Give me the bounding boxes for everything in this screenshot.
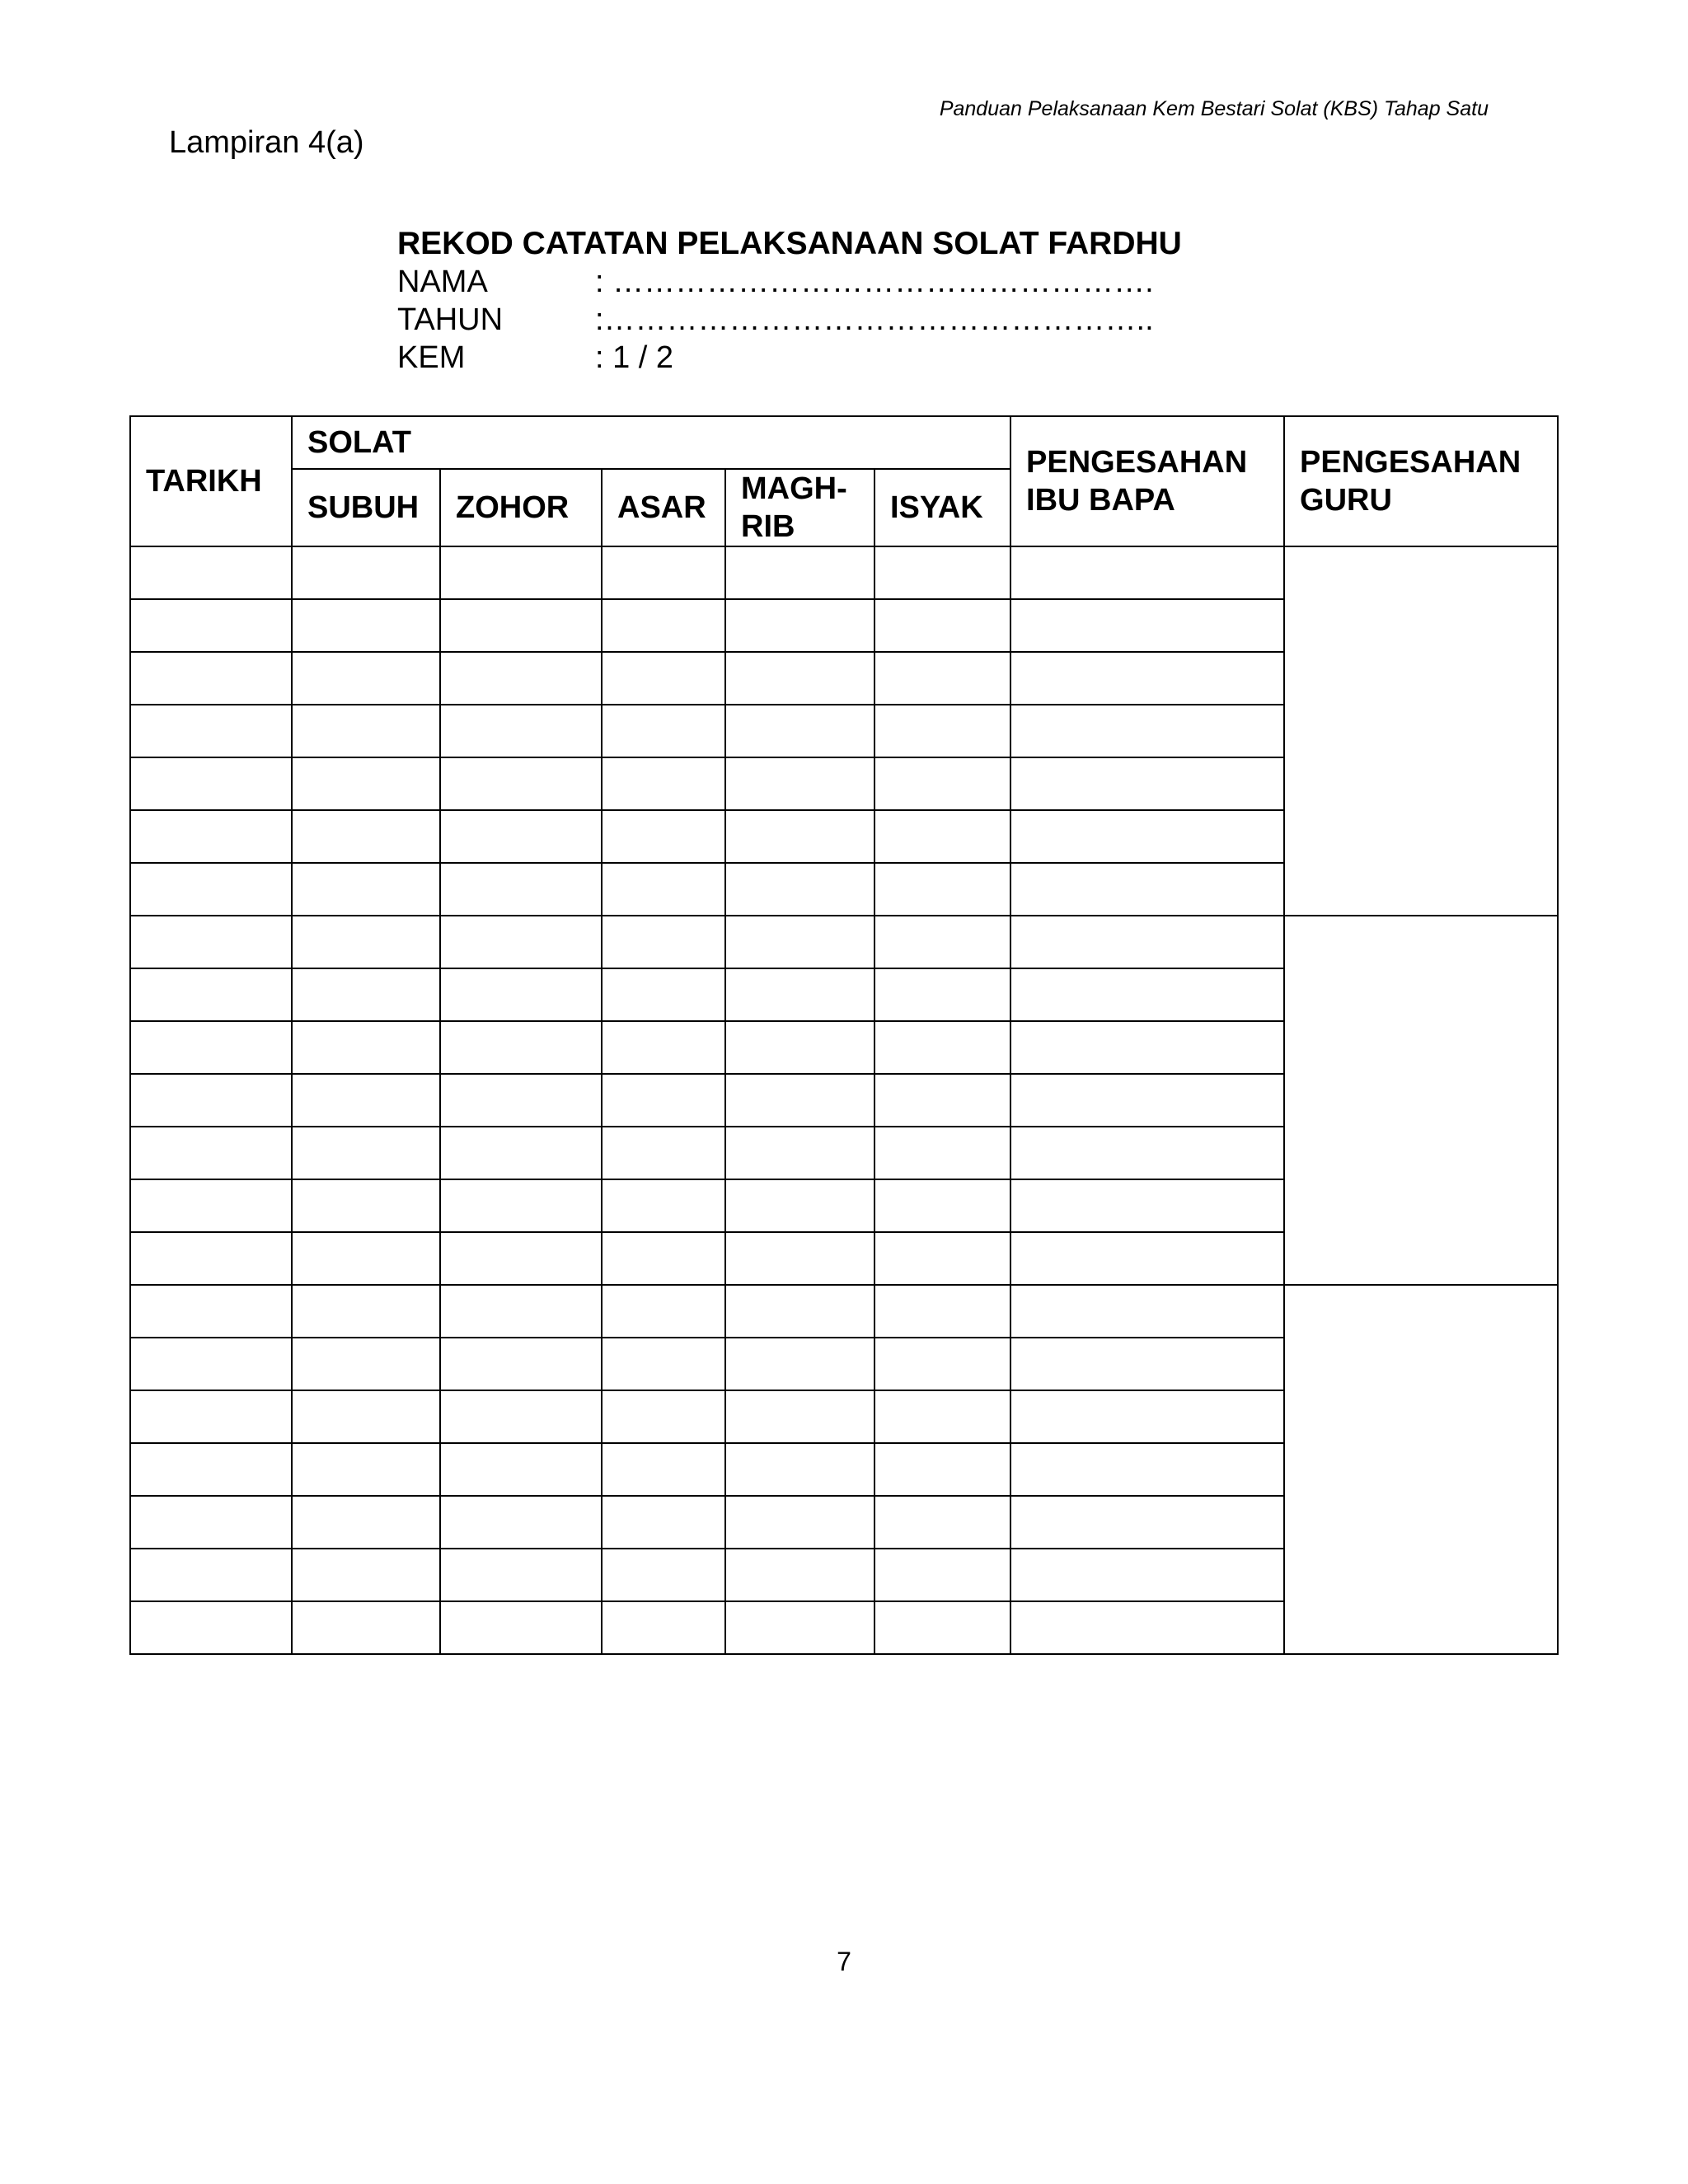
header-line: PENGESAHAN	[1026, 445, 1248, 480]
cell-subuh	[292, 1496, 440, 1549]
cell-pengesahan-ibu-bapa	[1010, 546, 1284, 599]
cell-subuh	[292, 757, 440, 810]
cell-pengesahan-ibu-bapa	[1010, 757, 1284, 810]
cell-subuh	[292, 968, 440, 1021]
cell-asar	[602, 599, 725, 652]
cell-tarikh	[130, 916, 292, 968]
field-label: KEM	[397, 340, 466, 375]
cell-asar	[602, 968, 725, 1021]
field-value: :……………………………………………..	[595, 302, 1154, 337]
cell-pengesahan-ibu-bapa	[1010, 1549, 1284, 1601]
cell-subuh	[292, 1390, 440, 1443]
cell-asar	[602, 916, 725, 968]
cell-zohor	[440, 916, 602, 968]
cell-maghrib	[725, 810, 874, 863]
header-line: IBU BAPA	[1026, 483, 1175, 518]
cell-pengesahan-ibu-bapa	[1010, 916, 1284, 968]
header-tarikh: TARIKH	[130, 416, 292, 546]
cell-zohor	[440, 1179, 602, 1232]
cell-maghrib	[725, 916, 874, 968]
cell-tarikh	[130, 1074, 292, 1127]
cell-subuh	[292, 1443, 440, 1496]
cell-zohor	[440, 1074, 602, 1127]
cell-pengesahan-ibu-bapa	[1010, 1390, 1284, 1443]
cell-subuh	[292, 1338, 440, 1390]
header-zohor: ZOHOR	[440, 469, 602, 546]
form-block	[397, 224, 1304, 377]
field-nama	[397, 263, 1304, 301]
cell-tarikh	[130, 1390, 292, 1443]
cell-maghrib	[725, 1179, 874, 1232]
cell-isyak	[874, 1549, 1010, 1601]
cell-maghrib	[725, 757, 874, 810]
cell-isyak	[874, 1021, 1010, 1074]
cell-maghrib	[725, 1390, 874, 1443]
cell-isyak	[874, 652, 1010, 705]
cell-asar	[602, 863, 725, 916]
cell-zohor	[440, 1232, 602, 1285]
header-subuh: SUBUH	[292, 469, 440, 546]
field-tahun	[397, 301, 1304, 339]
cell-subuh	[292, 810, 440, 863]
cell-pengesahan-ibu-bapa	[1010, 1179, 1284, 1232]
cell-subuh	[292, 916, 440, 968]
cell-subuh	[292, 652, 440, 705]
cell-tarikh	[130, 1285, 292, 1338]
header-maghrib	[725, 469, 874, 546]
cell-subuh	[292, 1179, 440, 1232]
cell-maghrib	[725, 968, 874, 1021]
cell-zohor	[440, 652, 602, 705]
header-line: MAGH-	[741, 471, 847, 506]
cell-pengesahan-guru	[1284, 1285, 1558, 1654]
cell-subuh	[292, 1601, 440, 1654]
cell-pengesahan-ibu-bapa	[1010, 1232, 1284, 1285]
cell-maghrib	[725, 1232, 874, 1285]
cell-pengesahan-ibu-bapa	[1010, 1285, 1284, 1338]
cell-subuh	[292, 1074, 440, 1127]
cell-maghrib	[725, 863, 874, 916]
header-line: GURU	[1300, 483, 1392, 518]
cell-asar	[602, 1390, 725, 1443]
cell-pengesahan-ibu-bapa	[1010, 1601, 1284, 1654]
page-number: 7	[837, 1947, 851, 1976]
cell-isyak	[874, 1443, 1010, 1496]
cell-tarikh	[130, 757, 292, 810]
cell-zohor	[440, 599, 602, 652]
cell-tarikh	[130, 1549, 292, 1601]
cell-subuh	[292, 1232, 440, 1285]
cell-zohor	[440, 1549, 602, 1601]
cell-zohor	[440, 546, 602, 599]
cell-asar	[602, 1549, 725, 1601]
table-row	[130, 1285, 1558, 1338]
cell-tarikh	[130, 1443, 292, 1496]
cell-asar	[602, 1285, 725, 1338]
field-value: : …………………………………………….	[595, 265, 1154, 299]
cell-asar	[602, 757, 725, 810]
cell-isyak	[874, 1232, 1010, 1285]
cell-asar	[602, 1127, 725, 1179]
cell-maghrib	[725, 1496, 874, 1549]
cell-isyak	[874, 1285, 1010, 1338]
cell-tarikh	[130, 1496, 292, 1549]
table-row	[130, 916, 1558, 968]
cell-subuh	[292, 1549, 440, 1601]
cell-subuh	[292, 599, 440, 652]
cell-tarikh	[130, 1127, 292, 1179]
cell-maghrib	[725, 1074, 874, 1127]
cell-tarikh	[130, 652, 292, 705]
record-body	[130, 546, 1558, 1654]
cell-tarikh	[130, 863, 292, 916]
field-value: : 1 / 2	[595, 340, 674, 375]
cell-zohor	[440, 1443, 602, 1496]
cell-pengesahan-guru	[1284, 916, 1558, 1285]
cell-isyak	[874, 1074, 1010, 1127]
cell-isyak	[874, 1601, 1010, 1654]
cell-pengesahan-ibu-bapa	[1010, 1127, 1284, 1179]
cell-zohor	[440, 1496, 602, 1549]
header-line: PENGESAHAN	[1300, 445, 1522, 480]
cell-maghrib	[725, 546, 874, 599]
running-header: Panduan Pelaksanaan Kem Bestari Solat (KBS) Tahap Satu	[939, 97, 1489, 120]
cell-zohor	[440, 1601, 602, 1654]
cell-tarikh	[130, 968, 292, 1021]
field-label: NAMA	[397, 265, 488, 299]
cell-tarikh	[130, 546, 292, 599]
cell-tarikh	[130, 599, 292, 652]
cell-tarikh	[130, 810, 292, 863]
cell-zohor	[440, 863, 602, 916]
cell-asar	[602, 1338, 725, 1390]
field-label: TAHUN	[397, 302, 504, 337]
cell-zohor	[440, 1390, 602, 1443]
cell-asar	[602, 1232, 725, 1285]
cell-asar	[602, 1021, 725, 1074]
record-table	[129, 415, 1559, 1655]
cell-zohor	[440, 1285, 602, 1338]
cell-maghrib	[725, 1285, 874, 1338]
cell-isyak	[874, 1127, 1010, 1179]
cell-subuh	[292, 1021, 440, 1074]
cell-isyak	[874, 1179, 1010, 1232]
header-isyak: ISYAK	[874, 469, 1010, 546]
cell-pengesahan-ibu-bapa	[1010, 1338, 1284, 1390]
cell-pengesahan-ibu-bapa	[1010, 863, 1284, 916]
cell-asar	[602, 810, 725, 863]
cell-subuh	[292, 1127, 440, 1179]
cell-maghrib	[725, 1549, 874, 1601]
table-row	[130, 546, 1558, 599]
header-line: RIB	[741, 509, 795, 544]
cell-maghrib	[725, 599, 874, 652]
cell-asar	[602, 1601, 725, 1654]
cell-tarikh	[130, 1338, 292, 1390]
cell-isyak	[874, 916, 1010, 968]
cell-pengesahan-ibu-bapa	[1010, 968, 1284, 1021]
cell-asar	[602, 1074, 725, 1127]
cell-subuh	[292, 705, 440, 757]
cell-pengesahan-ibu-bapa	[1010, 1021, 1284, 1074]
cell-zohor	[440, 1127, 602, 1179]
cell-isyak	[874, 810, 1010, 863]
cell-zohor	[440, 810, 602, 863]
cell-pengesahan-ibu-bapa	[1010, 1496, 1284, 1549]
cell-isyak	[874, 757, 1010, 810]
cell-maghrib	[725, 705, 874, 757]
cell-asar	[602, 546, 725, 599]
cell-asar	[602, 652, 725, 705]
header-pengesahan-ibu-bapa	[1010, 416, 1284, 546]
cell-subuh	[292, 1285, 440, 1338]
header-asar: ASAR	[602, 469, 725, 546]
cell-isyak	[874, 1338, 1010, 1390]
cell-maghrib	[725, 1021, 874, 1074]
cell-isyak	[874, 546, 1010, 599]
cell-subuh	[292, 863, 440, 916]
cell-isyak	[874, 863, 1010, 916]
cell-asar	[602, 1496, 725, 1549]
header-solat: SOLAT	[292, 416, 1010, 469]
cell-isyak	[874, 1390, 1010, 1443]
cell-tarikh	[130, 1021, 292, 1074]
cell-maghrib	[725, 1601, 874, 1654]
cell-tarikh	[130, 1179, 292, 1232]
cell-maghrib	[725, 652, 874, 705]
cell-pengesahan-ibu-bapa	[1010, 652, 1284, 705]
cell-pengesahan-ibu-bapa	[1010, 1074, 1284, 1127]
field-kem	[397, 339, 1304, 377]
cell-zohor	[440, 1338, 602, 1390]
cell-isyak	[874, 599, 1010, 652]
cell-isyak	[874, 705, 1010, 757]
cell-isyak	[874, 1496, 1010, 1549]
cell-isyak	[874, 968, 1010, 1021]
cell-pengesahan-ibu-bapa	[1010, 1443, 1284, 1496]
cell-zohor	[440, 757, 602, 810]
header-pengesahan-guru	[1284, 416, 1558, 546]
cell-tarikh	[130, 1601, 292, 1654]
cell-maghrib	[725, 1338, 874, 1390]
cell-zohor	[440, 968, 602, 1021]
cell-pengesahan-ibu-bapa	[1010, 810, 1284, 863]
form-title: REKOD CATATAN PELAKSANAAN SOLAT FARDHU	[397, 226, 1182, 261]
cell-zohor	[440, 705, 602, 757]
cell-pengesahan-guru	[1284, 546, 1558, 916]
cell-pengesahan-ibu-bapa	[1010, 705, 1284, 757]
cell-tarikh	[130, 1232, 292, 1285]
cell-tarikh	[130, 705, 292, 757]
cell-asar	[602, 705, 725, 757]
cell-subuh	[292, 546, 440, 599]
cell-asar	[602, 1443, 725, 1496]
cell-maghrib	[725, 1443, 874, 1496]
cell-maghrib	[725, 1127, 874, 1179]
cell-pengesahan-ibu-bapa	[1010, 599, 1284, 652]
cell-asar	[602, 1179, 725, 1232]
appendix-label: Lampiran 4(a)	[169, 125, 364, 160]
cell-zohor	[440, 1021, 602, 1074]
